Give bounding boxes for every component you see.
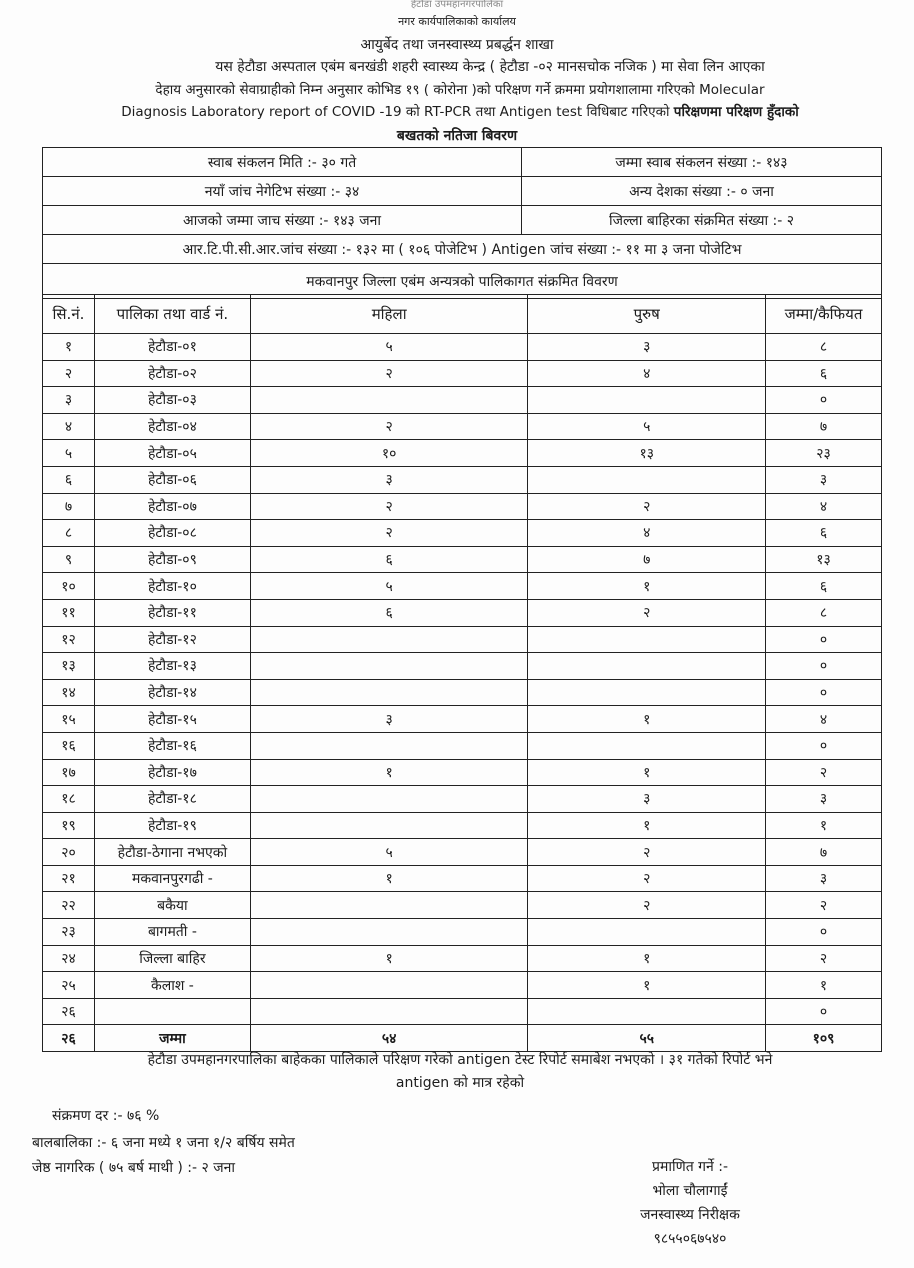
cell-male: २ xyxy=(528,865,766,892)
col-header-female: महिला xyxy=(250,295,528,334)
cell-municipality: हेटौडा-०७ xyxy=(94,493,250,520)
cell-male: १ xyxy=(528,972,766,999)
cell-total: ३ xyxy=(766,466,882,493)
cell-total: ४ xyxy=(766,706,882,733)
cell-municipality: हेटौडा-१७ xyxy=(94,759,250,786)
table-row xyxy=(43,759,882,786)
cell-male xyxy=(528,998,766,1025)
cell-total: ३ xyxy=(766,786,882,813)
table-row xyxy=(43,440,882,467)
infection-table xyxy=(42,294,882,1052)
table-row xyxy=(43,466,882,493)
cell-male: १ xyxy=(528,706,766,733)
cell-total: १ xyxy=(766,972,882,999)
table-row xyxy=(43,919,882,946)
cell-female: ६ xyxy=(250,546,528,573)
cell-municipality: हेटौडा-०३ xyxy=(94,387,250,414)
cell-total: १ xyxy=(766,812,882,839)
infection-rate: संक्रमण दर :- ७६ % xyxy=(52,1108,160,1124)
cell-serial: १५ xyxy=(43,706,95,733)
cell-municipality: हेटौडा-०१ xyxy=(94,334,250,361)
header-intro-line1: यस हेटौडा अस्पताल एबंम बनखंडी शहरी स्वास्थ्य केन्द्र ( हेटौडा -०२ मानसचोक नजिक ) मा सेवा लिन आएका xyxy=(215,59,765,75)
table-row xyxy=(43,865,882,892)
cell-municipality: हेटौडा-१६ xyxy=(94,732,250,759)
cell-female xyxy=(250,679,528,706)
cell-male: ३ xyxy=(528,786,766,813)
col-header-male: पुरुष xyxy=(528,295,766,334)
cell-municipality: हेटौडा-१२ xyxy=(94,626,250,653)
cell-total: ० xyxy=(766,679,882,706)
table-row xyxy=(43,413,882,440)
cell-female xyxy=(250,626,528,653)
table-row xyxy=(43,520,882,547)
cell-municipality: हेटौडा-०४ xyxy=(94,413,250,440)
cell-female xyxy=(250,732,528,759)
cell-municipality: जिल्ला बाहिर xyxy=(94,945,250,972)
table-row xyxy=(43,493,882,520)
note-line1: हेटौडा उपमहानगरपालिका बाहेकका पालिकाले परिक्षण गरेको antigen टेस्ट रिपोर्ट समाबेश नभएको । ३१ गतेको रिपोर्ट भने xyxy=(147,1052,773,1068)
cell-serial: १७ xyxy=(43,759,95,786)
header-intro-line2: देहाय अनुसारको सेवाग्राहीको निम्न अनुसार कोभिड १९ ( कोरोना )को परिक्षण गर्ने क्रममा प्रयोगशालामा गरिएको Molecular xyxy=(155,82,765,98)
table-row xyxy=(43,679,882,706)
cell-serial: ७ xyxy=(43,493,95,520)
table-row xyxy=(43,945,882,972)
new-negative-count: नयाँ जांच नेगेटिभ संख्या :- ३४ xyxy=(43,177,522,206)
note-line2: antigen को मात्र रहेको xyxy=(395,1075,525,1091)
cell-serial: ६ xyxy=(43,466,95,493)
cell-municipality: हेटौडा-०५ xyxy=(94,440,250,467)
cell-serial: १९ xyxy=(43,812,95,839)
cell-municipality: कैलाश - xyxy=(94,972,250,999)
cell-female: ५ xyxy=(250,573,528,600)
cell-municipality: हेटौडा-१३ xyxy=(94,653,250,680)
total-swab-count: जम्मा स्वाब संकलन संख्या :- १४३ xyxy=(522,148,882,177)
cell-serial: ११ xyxy=(43,599,95,626)
table-row xyxy=(43,998,882,1025)
cell-serial: २५ xyxy=(43,972,95,999)
cell-total: ७ xyxy=(766,413,882,440)
cell-municipality: हेटौडा-०८ xyxy=(94,520,250,547)
table-row xyxy=(43,732,882,759)
cell-male: १ xyxy=(528,812,766,839)
rtpcr-antigen-summary: आर.टि.पी.सी.आर.जांच संख्या :- १३२ मा ( १०६ पोजेटिभ ) Antigen जांच संख्या :- ११ मा ३ जना पोजेटिभ xyxy=(43,235,882,264)
cell-serial: ४ xyxy=(43,413,95,440)
cell-total: ० xyxy=(766,626,882,653)
cell-municipality: हेटौडा-१९ xyxy=(94,812,250,839)
cell-total: २३ xyxy=(766,440,882,467)
signatory-title: जनस्वास्थ्य निरीक्षक xyxy=(640,1207,740,1223)
cell-serial: २६ xyxy=(43,998,95,1025)
cell-female xyxy=(250,972,528,999)
cell-total: २ xyxy=(766,759,882,786)
cell-serial: १ xyxy=(43,334,95,361)
header-intro-line3-a: Diagnosis Laboratory report of COVID -19 को RT-PCR तथा Antigen test विधिबाट गरिएको xyxy=(121,104,674,120)
cell-female: २ xyxy=(250,493,528,520)
signatory-name: भोला चौलागाईं xyxy=(652,1183,728,1199)
cell-serial: २३ xyxy=(43,919,95,946)
table-row xyxy=(43,706,882,733)
cell-female xyxy=(250,892,528,919)
table-header-row xyxy=(43,295,882,334)
header-intro-line3-b: परिक्षणमा परिक्षण हुँदाको xyxy=(673,104,799,120)
cell-serial: २२ xyxy=(43,892,95,919)
signature-block xyxy=(600,1155,780,1251)
cell-male: २ xyxy=(528,839,766,866)
cell-serial: २० xyxy=(43,839,95,866)
cell-total: २ xyxy=(766,892,882,919)
col-header-municipality: पालिका तथा वार्ड नं. xyxy=(94,295,250,334)
total-cell-female: ५४ xyxy=(250,1025,528,1052)
cell-total: ० xyxy=(766,732,882,759)
cell-male: २ xyxy=(528,892,766,919)
header-municipality: हेटौडा उपमहानगरपालिका xyxy=(410,0,504,10)
total-cell-total: १०९ xyxy=(766,1025,882,1052)
summary-table xyxy=(42,147,882,299)
cell-female xyxy=(250,786,528,813)
cell-male: ३ xyxy=(528,334,766,361)
cell-male: ४ xyxy=(528,520,766,547)
cell-male: १ xyxy=(528,573,766,600)
cell-male xyxy=(528,466,766,493)
cell-total: ६ xyxy=(766,520,882,547)
cell-total: ८ xyxy=(766,334,882,361)
cell-female: २ xyxy=(250,413,528,440)
cell-male: १ xyxy=(528,945,766,972)
table-row xyxy=(43,653,882,680)
table-row xyxy=(43,573,882,600)
cell-total: ६ xyxy=(766,360,882,387)
cell-serial: ३ xyxy=(43,387,95,414)
cell-total: ० xyxy=(766,919,882,946)
section-title: मकवानपुर जिल्ला एबंम अन्यत्रको पालिकागत संक्रमित विवरण xyxy=(43,264,882,299)
cell-serial: ८ xyxy=(43,520,95,547)
swab-date: स्वाब संकलन मिति :- ३० गते xyxy=(43,148,522,177)
cell-total: ७ xyxy=(766,839,882,866)
table-row xyxy=(43,839,882,866)
cell-male xyxy=(528,732,766,759)
cell-serial: ५ xyxy=(43,440,95,467)
cell-total: २ xyxy=(766,945,882,972)
cell-total: ० xyxy=(766,998,882,1025)
table-row xyxy=(43,360,882,387)
cell-total: ० xyxy=(766,387,882,414)
cell-female: १ xyxy=(250,759,528,786)
cell-female: ५ xyxy=(250,839,528,866)
cell-male: ४ xyxy=(528,360,766,387)
header-office: नगर कार्यपालिकाको कार्यालय xyxy=(398,15,516,28)
cell-serial: १८ xyxy=(43,786,95,813)
cell-serial: १० xyxy=(43,573,95,600)
cell-female: १ xyxy=(250,945,528,972)
table-row xyxy=(43,786,882,813)
cell-male: २ xyxy=(528,599,766,626)
cell-total: ८ xyxy=(766,599,882,626)
cell-female: २ xyxy=(250,520,528,547)
table-row xyxy=(43,812,882,839)
cell-serial: ९ xyxy=(43,546,95,573)
header-intro-line3 xyxy=(40,102,880,120)
cell-municipality: मकवानपुरगढी - xyxy=(94,865,250,892)
cell-municipality: हेटौडा-ठेगाना नभएको xyxy=(94,839,250,866)
header-branch: आयुर्बेद तथा जनस्वास्थ्य प्रबर्द्धन शाखा xyxy=(360,37,554,53)
cell-municipality: बागमती - xyxy=(94,919,250,946)
cell-male: ५ xyxy=(528,413,766,440)
cell-female: १० xyxy=(250,440,528,467)
cell-total: १३ xyxy=(766,546,882,573)
cell-municipality: हेटौडा-०९ xyxy=(94,546,250,573)
cell-female xyxy=(250,919,528,946)
children-count: बालबालिका :- ६ जना मध्ये १ जना १/२ बर्षिय समेत xyxy=(32,1135,295,1151)
signature-label: प्रमाणित गर्ने :- xyxy=(651,1159,728,1175)
cell-municipality: हेटौडा-१८ xyxy=(94,786,250,813)
cell-female: ३ xyxy=(250,706,528,733)
foreign-count: अन्य देशका संख्या :- ० जना xyxy=(522,177,882,206)
table-total-row xyxy=(43,1025,882,1052)
table-row xyxy=(43,546,882,573)
cell-male: १ xyxy=(528,759,766,786)
cell-total: ४ xyxy=(766,493,882,520)
cell-municipality: हेटौडा-१० xyxy=(94,573,250,600)
total-cell-serial: २६ xyxy=(43,1025,95,1052)
table-row xyxy=(43,972,882,999)
signatory-phone: ९८५५०६७५४० xyxy=(653,1231,727,1247)
cell-male xyxy=(528,626,766,653)
cell-male: ७ xyxy=(528,546,766,573)
cell-serial: १३ xyxy=(43,653,95,680)
cell-serial: १२ xyxy=(43,626,95,653)
cell-male xyxy=(528,387,766,414)
cell-municipality: हेटौडा-१५ xyxy=(94,706,250,733)
cell-serial: १४ xyxy=(43,679,95,706)
cell-municipality: हेटौडा-१४ xyxy=(94,679,250,706)
total-cell-male: ५५ xyxy=(528,1025,766,1052)
cell-total: ० xyxy=(766,653,882,680)
table-row xyxy=(43,599,882,626)
cell-serial: २४ xyxy=(43,945,95,972)
cell-female xyxy=(250,998,528,1025)
cell-female: २ xyxy=(250,360,528,387)
cell-municipality: हेटौडा-०६ xyxy=(94,466,250,493)
cell-total: ६ xyxy=(766,573,882,600)
cell-female xyxy=(250,387,528,414)
cell-female xyxy=(250,653,528,680)
cell-municipality: हेटौडा-११ xyxy=(94,599,250,626)
cell-female: ३ xyxy=(250,466,528,493)
cell-municipality: बकैया xyxy=(94,892,250,919)
cell-male xyxy=(528,653,766,680)
cell-male xyxy=(528,679,766,706)
cell-serial: २ xyxy=(43,360,95,387)
cell-municipality xyxy=(94,998,250,1025)
senior-citizen-count: जेष्ठ नागरिक ( ७५ बर्ष माथी ) :- २ जना xyxy=(32,1160,236,1176)
outside-district-infected: जिल्ला बाहिरका संक्रमित संख्या :- २ xyxy=(522,206,882,235)
cell-serial: १६ xyxy=(43,732,95,759)
cell-serial: २१ xyxy=(43,865,95,892)
today-total-tests: आजको जम्मा जाच संख्या :- १४३ जना xyxy=(43,206,522,235)
cell-male: १३ xyxy=(528,440,766,467)
cell-total: ३ xyxy=(766,865,882,892)
col-header-total: जम्मा/कैफियत xyxy=(766,295,882,334)
cell-female: १ xyxy=(250,865,528,892)
table-row xyxy=(43,387,882,414)
table-row xyxy=(43,626,882,653)
cell-male: २ xyxy=(528,493,766,520)
total-cell-municipality: जम्मा xyxy=(94,1025,250,1052)
cell-female: ५ xyxy=(250,334,528,361)
cell-female: ६ xyxy=(250,599,528,626)
col-header-serial: सि.नं. xyxy=(43,295,95,334)
table-row xyxy=(43,334,882,361)
cell-male xyxy=(528,919,766,946)
cell-female xyxy=(250,812,528,839)
table-row xyxy=(43,892,882,919)
report-title: बखतको नतिजा बिवरण xyxy=(396,128,518,144)
cell-municipality: हेटौडा-०२ xyxy=(94,360,250,387)
